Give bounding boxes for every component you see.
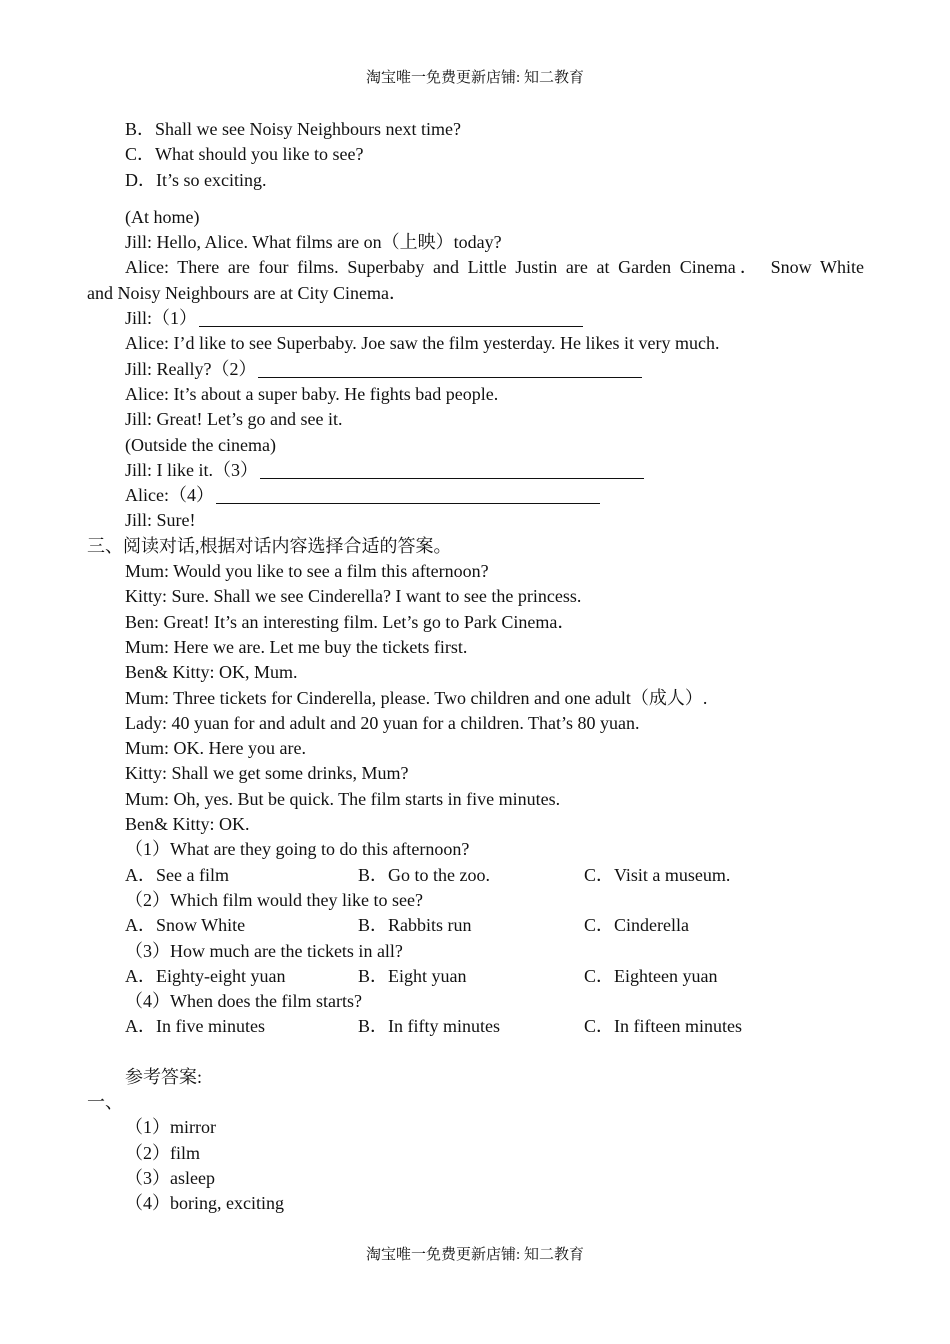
blank-prefix: Jill:（1） (125, 308, 198, 329)
page-footer: 淘宝唯一免费更新店铺: 知二教育 (366, 1247, 584, 1263)
answer-section-label: 一、 (87, 1091, 123, 1112)
blank-prefix: Jill: I like it.（3） (125, 459, 258, 480)
blank-prefix: Alice:（4） (125, 485, 214, 506)
reading-line: Ben: Great! It’s an interesting film. Let’s go to Park Cinema． (125, 611, 576, 632)
scene-outside-cinema: (Outside the cinema) (125, 434, 276, 455)
question-3-options (0, 964, 950, 989)
question-3: （3）How much are the tickets in all? (125, 940, 403, 961)
page-header: 淘宝唯一免费更新店铺: 知二教育 (366, 70, 584, 86)
reading-line: Mum: Three tickets for Cinderella, please. Two children and one adult（成人）. (125, 687, 708, 708)
blank-prefix: Jill: Really?（2） (125, 358, 257, 379)
option-c: C．What should you like to see? (125, 144, 364, 165)
reading-line: Mum: OK. Here you are. (125, 738, 306, 759)
document-body (0, 117, 950, 1216)
question-2: （2）Which film would they like to see? (125, 889, 423, 910)
reading-line: Mum: Oh, yes. But be quick. The film starts in five minutes. (125, 788, 561, 809)
question-1-options (0, 863, 950, 888)
option-a[interactable]: A．Eighty-eight yuan (125, 965, 286, 986)
option-b[interactable]: B．Eight yuan (358, 965, 467, 986)
dialogue-section (0, 205, 950, 534)
answer-item: （3）asleep (125, 1167, 215, 1188)
dialogue-line: Jill: Great! Let’s go and see it. (125, 409, 343, 430)
reading-line: Ben& Kitty: OK, Mum. (125, 662, 298, 683)
answer-item: （4）boring, exciting (125, 1193, 284, 1214)
option-b[interactable]: B．In fifty minutes (358, 1016, 500, 1037)
blank-line-1 (0, 306, 950, 331)
section-heading: 三、阅读对话,根据对话内容选择合适的答案。 (87, 535, 452, 556)
option-a[interactable]: A．Snow White (125, 915, 246, 936)
answer-item: （1）mirror (125, 1117, 216, 1138)
reading-line: Kitty: Shall we get some drinks, Mum? (125, 763, 409, 784)
option-c[interactable]: C．Eighteen yuan (584, 965, 718, 986)
blank-line-3 (0, 458, 950, 483)
answer-blank-2[interactable] (258, 359, 642, 378)
dialogue-line: Jill: Sure! (125, 510, 196, 531)
answer-key-title: 参考答案: (125, 1066, 203, 1087)
question-1: （1）What are they going to do this afternoon? (125, 839, 470, 860)
option-b[interactable]: B．Rabbits run (358, 915, 472, 936)
dialogue-line: Alice: It’s about a super baby. He fights bad people. (125, 383, 499, 404)
blank-line-2 (0, 357, 950, 382)
question-4: （4）When does the film starts? (125, 991, 362, 1012)
scene-at-home: (At home) (125, 206, 200, 227)
question-2-options (0, 913, 950, 938)
part2-tail-options (0, 117, 950, 193)
option-a[interactable]: A．In five minutes (125, 1016, 265, 1037)
answer-blank-3[interactable] (260, 460, 644, 479)
option-b: B．Shall we see Noisy Neighbours next time? (125, 119, 461, 139)
dialogue-line: Alice: I’d like to see Superbaby. Joe saw the film yesterday. He likes it very much. (125, 333, 720, 354)
option-c[interactable]: C．Visit a museum. (584, 864, 731, 885)
part3-section (0, 534, 950, 1040)
dialogue-line-continued: and Noisy Neighbours are at City Cinema． (87, 282, 407, 303)
answer-blank-1[interactable] (199, 308, 583, 327)
reading-line: Lady: 40 yuan for and adult and 20 yuan for a children. That’s 80 yuan. (125, 712, 640, 733)
answer-key (0, 1065, 950, 1217)
reading-line: Kitty: Sure. Shall we see Cinderella? I want to see the princess. (125, 586, 582, 607)
option-c[interactable]: C．In fifteen minutes (584, 1016, 742, 1037)
reading-line: Mum: Here we are. Let me buy the tickets first. (125, 636, 468, 657)
answer-blank-4[interactable] (216, 485, 600, 504)
dialogue-line: Jill: Hello, Alice. What films are on（上映）today? (125, 232, 502, 253)
dialogue-line: Alice: There are four films. Superbaby and Little Justin are at Garden Cinema． Snow White (125, 257, 864, 278)
reading-line: Mum: Would you like to see a film this afternoon? (125, 561, 489, 582)
option-a[interactable]: A．See a film (125, 864, 229, 885)
blank-line-4 (0, 483, 950, 508)
option-d: D．It’s so exciting. (125, 169, 267, 190)
answer-item: （2）film (125, 1142, 200, 1163)
option-b[interactable]: B．Go to the zoo. (358, 864, 490, 885)
reading-line: Ben& Kitty: OK. (125, 814, 250, 835)
option-c[interactable]: C．Cinderella (584, 915, 689, 936)
question-4-options (0, 1014, 950, 1039)
